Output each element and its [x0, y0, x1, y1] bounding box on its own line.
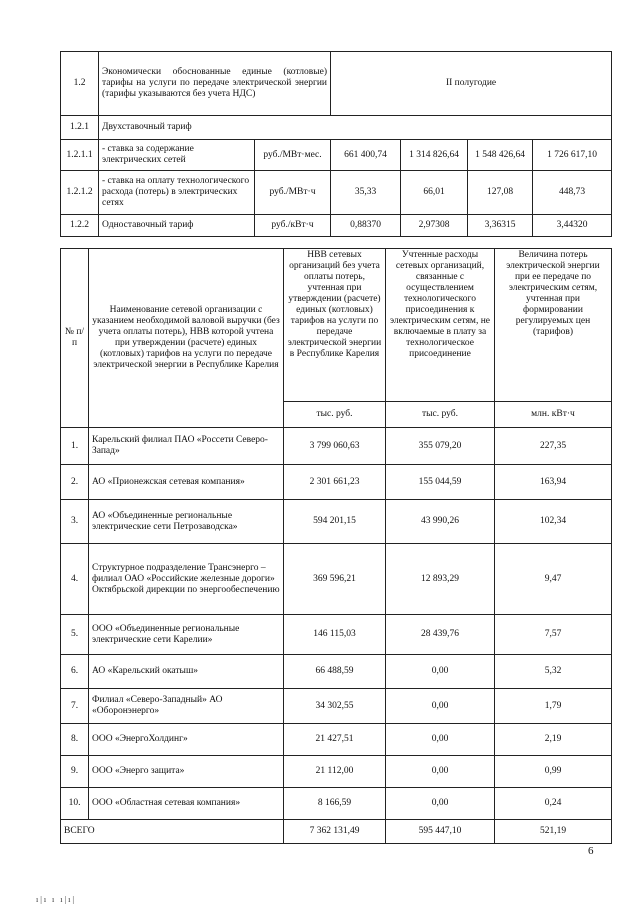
- loss-value: 0,99: [495, 756, 612, 788]
- tech-value: 0,00: [386, 756, 495, 788]
- tariff-value: 2,97308: [401, 215, 468, 237]
- loss-value: 1,79: [495, 689, 612, 724]
- tariff-value: 3,36315: [468, 215, 533, 237]
- tariff-value: 1 314 826,64: [401, 140, 468, 171]
- unit-tech: тыс. руб.: [386, 402, 495, 428]
- tech-value: 155 044,59: [386, 465, 495, 500]
- nvv-value: 66 488,59: [284, 655, 386, 689]
- tariff-header-text: Экономически обоснованные единые (котловые) тарифы на услуги по передаче электрической энергии (тарифы указываются без учета НДС): [99, 52, 331, 116]
- table-row: [61, 689, 612, 724]
- two-part-row: [61, 116, 612, 140]
- tariff-row-unit: руб./МВт·мес.: [255, 140, 331, 171]
- nvv-value: 34 302,55: [284, 689, 386, 724]
- total-label: ВСЕГО: [61, 820, 284, 844]
- table-row: [61, 756, 612, 788]
- nvv-value: 21 112,00: [284, 756, 386, 788]
- table-row: [61, 465, 612, 500]
- tariff-value: 448,73: [533, 171, 612, 215]
- org-name: Карельский филиал ПАО «Россети Северо-Запад»: [89, 428, 284, 465]
- tariff-row: [61, 171, 612, 215]
- tech-value: 355 079,20: [386, 428, 495, 465]
- tariff-row: [61, 215, 612, 237]
- tariff-row-unit: руб./кВт·ч: [255, 215, 331, 237]
- page-number: 6: [588, 845, 594, 857]
- tariff-row-num: 1.2.1.2: [61, 171, 99, 215]
- nvv-value: 3 799 060,63: [284, 428, 386, 465]
- loss-value: 5,32: [495, 655, 612, 689]
- tech-value: 12 893,29: [386, 544, 495, 615]
- org-name: АО «Прионежская сетевая компания»: [89, 465, 284, 500]
- org-name: Филиал «Северо-Западный» АО «Оборонэнерго»: [89, 689, 284, 724]
- tech-value: 28 439,76: [386, 615, 495, 655]
- tech-value: 0,00: [386, 724, 495, 756]
- tariff-row-unit: руб./МВт·ч: [255, 171, 331, 215]
- nvv-value: 2 301 661,23: [284, 465, 386, 500]
- tariff-row-num: 1.2.1.1: [61, 140, 99, 171]
- tariff-header-row: [61, 52, 612, 116]
- tariff-value: 1 726 617,10: [533, 140, 612, 171]
- row-num: 7.: [61, 689, 89, 724]
- loss-value: 227,35: [495, 428, 612, 465]
- two-part-num: 1.2.1: [61, 116, 99, 140]
- tariff-header-num: 1.2: [61, 52, 99, 116]
- org-name: Структурное подразделение Трансэнерго – филиал ОАО «Российские железные дороги» Октябрьской дирекции по энергообеспечению: [89, 544, 284, 615]
- tariff-row-num: 1.2.2: [61, 215, 99, 237]
- row-num: 5.: [61, 615, 89, 655]
- table-row: [61, 724, 612, 756]
- org-name: АО «Объединенные региональные электрические сети Петрозаводска»: [89, 500, 284, 544]
- row-num: 10.: [61, 788, 89, 820]
- loss-value: 7,57: [495, 615, 612, 655]
- tariff-value: 661 400,74: [331, 140, 401, 171]
- loss-value: 9,47: [495, 544, 612, 615]
- tariff-row-label: - ставка за содержание электрических сетей: [99, 140, 255, 171]
- row-num: 2.: [61, 465, 89, 500]
- row-num: 1.: [61, 428, 89, 465]
- nvv-value: 21 427,51: [284, 724, 386, 756]
- row-num: 3.: [61, 500, 89, 544]
- tariff-row: [61, 140, 612, 171]
- tech-value: 0,00: [386, 788, 495, 820]
- table-row: [61, 615, 612, 655]
- org-name: ООО «Энерго защита»: [89, 756, 284, 788]
- loss-value: 163,94: [495, 465, 612, 500]
- tariff-value: 0,88370: [331, 215, 401, 237]
- org-table: [60, 248, 612, 844]
- unit-loss: млн. кВт·ч: [495, 402, 612, 428]
- row-num: 4.: [61, 544, 89, 615]
- total-tech: 595 447,10: [386, 820, 495, 844]
- row-num: 9.: [61, 756, 89, 788]
- table-row: [61, 544, 612, 615]
- scan-footer-marks: ı|ı ı ı|ı|: [36, 895, 76, 904]
- org-head-num: № п/п: [61, 249, 89, 428]
- nvv-value: 8 166,59: [284, 788, 386, 820]
- tariff-value: 127,08: [468, 171, 533, 215]
- org-header-row: [61, 249, 612, 402]
- tariff-row-label: - ставка на оплату технологического расхода (потерь) в электрических сетях: [99, 171, 255, 215]
- total-loss: 521,19: [495, 820, 612, 844]
- tariff-value: 3,44320: [533, 215, 612, 237]
- row-num: 6.: [61, 655, 89, 689]
- unit-nvv: тыс. руб.: [284, 402, 386, 428]
- nvv-value: 146 115,03: [284, 615, 386, 655]
- tariff-value: 35,33: [331, 171, 401, 215]
- loss-value: 2,19: [495, 724, 612, 756]
- tariff-table: [60, 51, 612, 237]
- row-num: 8.: [61, 724, 89, 756]
- two-part-label: Двухставочный тариф: [99, 116, 612, 140]
- nvv-value: 594 201,15: [284, 500, 386, 544]
- tariff-value: 1 548 426,64: [468, 140, 533, 171]
- org-name: ООО «Объединенные региональные электрические сети Карелии»: [89, 615, 284, 655]
- org-head-tech: Учтенные расходы сетевых организаций, связанные с осуществлением технологического присоединения к электрическим сетям, не включаемые в плату за технологическое присоединение: [386, 249, 495, 402]
- table-row: [61, 428, 612, 465]
- org-head-loss: Величина потерь электрической энергии при ее передаче по электрическим сетям, учтенная при формировании регулируемых цен (тарифов): [495, 249, 612, 402]
- tech-value: 43 990,26: [386, 500, 495, 544]
- loss-value: 0,24: [495, 788, 612, 820]
- org-head-nvv: НВВ сетевых организаций без учета оплаты потерь, учтенная при утверждении (расчете) единых (котловых) тарифов на услуги по передаче электрической энергии в Республике Карелия: [284, 249, 386, 402]
- tech-value: 0,00: [386, 689, 495, 724]
- table-row: [61, 655, 612, 689]
- org-name: ООО «ЭнергоХолдинг»: [89, 724, 284, 756]
- org-head-name: Наименование сетевой организации с указанием необходимой валовой выручки (без учета оплаты потерь), НВВ которой учтена при утверждении (расчете) единых (котловых) тарифов на услуги по передаче электрической энергии в Республике Карелия: [89, 249, 284, 428]
- loss-value: 102,34: [495, 500, 612, 544]
- org-name: АО «Карельский окатыш»: [89, 655, 284, 689]
- table-row: [61, 500, 612, 544]
- period-label: II полугодие: [331, 52, 612, 116]
- nvv-value: 369 596,21: [284, 544, 386, 615]
- tariff-value: 66,01: [401, 171, 468, 215]
- total-nvv: 7 362 131,49: [284, 820, 386, 844]
- org-name: ООО «Областная сетевая компания»: [89, 788, 284, 820]
- total-row: [61, 820, 612, 844]
- tech-value: 0,00: [386, 655, 495, 689]
- table-row: [61, 788, 612, 820]
- tariff-row-label: Одноставочный тариф: [99, 215, 255, 237]
